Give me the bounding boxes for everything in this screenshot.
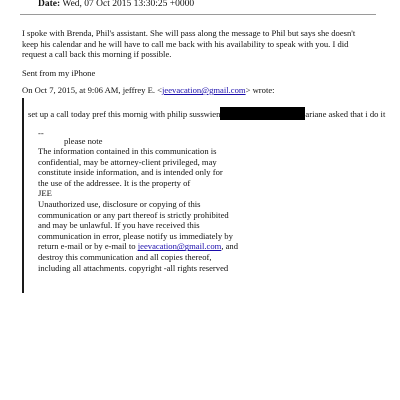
disclaimer-line: including all attachments. copyright -all rights reserved bbox=[38, 262, 229, 273]
disclaimer-return-line bbox=[38, 241, 268, 252]
date-label: Date: bbox=[38, 0, 61, 9]
disclaimer-line: constitute inside information, and is intended only for bbox=[38, 167, 223, 178]
date-value: Wed, 07 Oct 2015 13:30:25 +0000 bbox=[62, 0, 195, 9]
date-header bbox=[38, 0, 194, 10]
please-note-heading: please note bbox=[64, 136, 103, 146]
return-suffix: , and bbox=[221, 241, 239, 252]
disclaimer-line: destroy this communication and all copies thereof, bbox=[38, 251, 212, 262]
disclaimer-email-link[interactable]: jeevacation@gmail.com bbox=[137, 241, 222, 252]
disclaimer-line: communication in error, please notify us immediately by bbox=[38, 230, 233, 241]
quoted-text-before: set up a call today pref this mornig with philip susswien bbox=[28, 109, 221, 119]
reply-intro-suffix: > wrote: bbox=[245, 85, 275, 95]
sent-from-line: Sent from my iPhone bbox=[22, 68, 96, 78]
header-divider bbox=[20, 14, 376, 15]
quoted-request-line bbox=[28, 107, 385, 120]
disclaimer-line: the use of the addressee. It is the property of bbox=[38, 177, 191, 188]
return-prefix: return e-mail or by e-mail to bbox=[38, 241, 138, 252]
disclaimer-line: and may be unlawful. If you have received this bbox=[38, 220, 200, 231]
disclaimer-line: Unauthorized use, disclosure or copying of this bbox=[38, 198, 201, 209]
reply-intro bbox=[22, 85, 372, 96]
quoted-text-after: ariane asked that i do it bbox=[305, 109, 386, 119]
redaction-box bbox=[220, 107, 305, 120]
confidentiality-disclaimer bbox=[38, 146, 268, 273]
disclaimer-line: confidential, may be attorney-client privileged, may bbox=[38, 156, 217, 167]
signature-separator: -- bbox=[38, 128, 44, 138]
disclaimer-line: JEE bbox=[38, 188, 52, 199]
reply-intro-prefix: On Oct 7, 2015, at 9:06 AM, jeffrey E. < bbox=[22, 85, 163, 95]
message-paragraph: I spoke with Brenda, Phil's assistant. She will pass along the message to Phil but says she doesn't keep his calendar and he will have to call me back with his availability to speak with you. I did request a call back this morning if possible. bbox=[22, 28, 356, 60]
quoted-message bbox=[22, 98, 386, 293]
reply-email-link[interactable]: jeevacation@gmail.com bbox=[162, 85, 246, 95]
disclaimer-line: The information contained in this communication is bbox=[38, 146, 217, 156]
disclaimer-line: communication or any part thereof is strictly prohibited bbox=[38, 209, 229, 220]
